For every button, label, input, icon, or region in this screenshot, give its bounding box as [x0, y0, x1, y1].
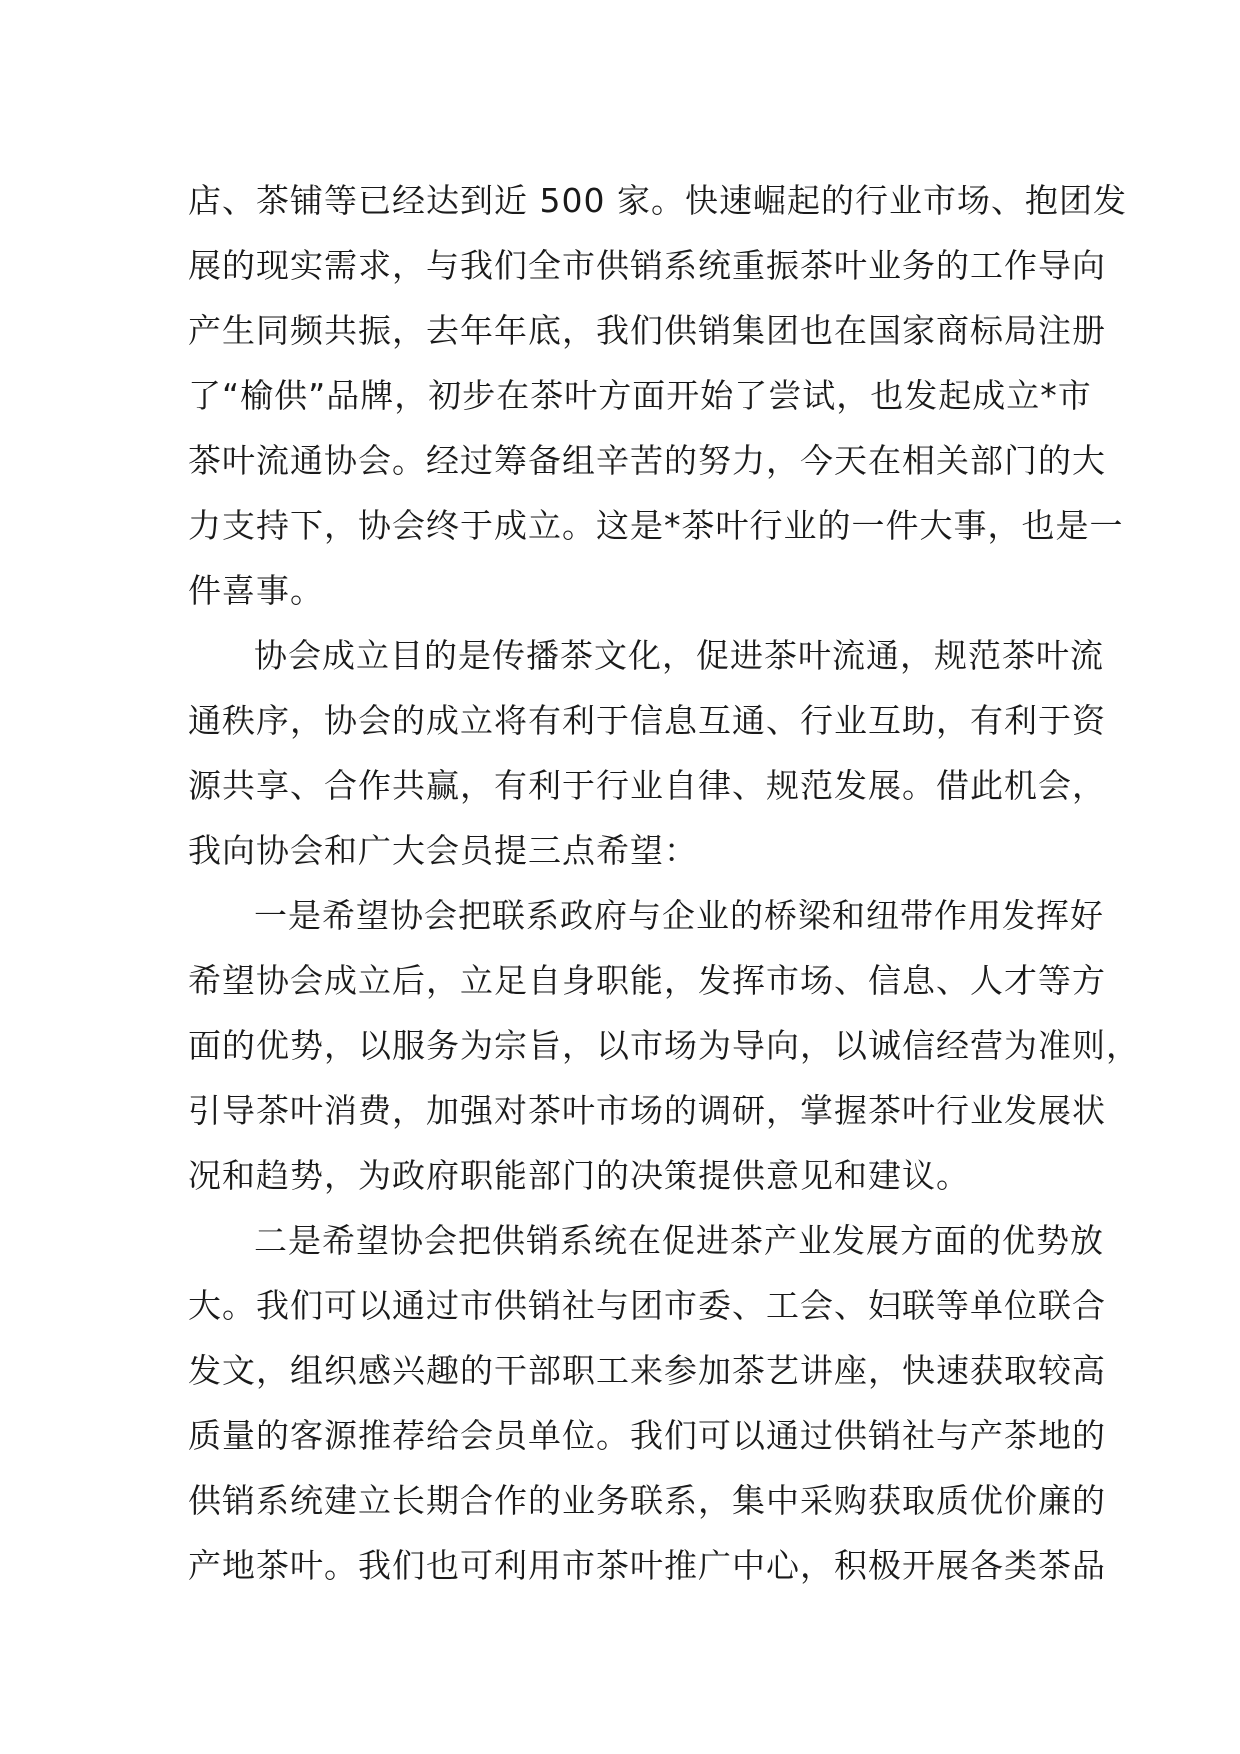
- text-line: 产地茶叶。我们也可利用市茶叶推广中心，积极开展各类茶品: [188, 1546, 1106, 1585]
- text-line: 协会成立目的是传播茶文化，促进茶叶流通，规范茶叶流: [254, 636, 1104, 675]
- paragraph-hope-one: [188, 883, 1140, 1208]
- text-line: 希望协会成立后，立足自身职能，发挥市场、信息、人才等方: [188, 961, 1106, 1000]
- text-line: 件喜事。: [188, 571, 324, 610]
- text-line: 茶叶流通协会。经过筹备组辛苦的努力，今天在相关部门的大: [188, 441, 1106, 480]
- document-body: [188, 168, 1140, 1598]
- paragraph-association-purpose: [188, 623, 1106, 883]
- paragraph-hope-two: [188, 1208, 1106, 1598]
- text-line: 发文，组织感兴趣的干部职工来参加茶艺讲座，快速获取较高: [188, 1351, 1106, 1390]
- text-line: 力支持下，协会终于成立。这是*茶叶行业的一件大事，也是一: [188, 506, 1124, 545]
- paragraph-intro-continued: [188, 168, 1127, 623]
- text-line: 面的优势，以服务为宗旨，以市场为导向，以诚信经营为准则，: [188, 1026, 1140, 1065]
- text-line: 大。我们可以通过市供销社与团市委、工会、妇联等单位联合: [188, 1286, 1106, 1325]
- text-line: 了“榆供”品牌，初步在茶叶方面开始了尝试，也发起成立*市: [188, 376, 1092, 415]
- text-line: 引导茶叶消费，加强对茶叶市场的调研，掌握茶叶行业发展状: [188, 1091, 1106, 1130]
- text-line: 我向协会和广大会员提三点希望：: [188, 831, 698, 870]
- text-line: 况和趋势，为政府职能部门的决策提供意见和建议。: [188, 1156, 970, 1195]
- text-line: 展的现实需求，与我们全市供销系统重振茶叶业务的工作导向: [188, 246, 1106, 285]
- text-line: 一是希望协会把联系政府与企业的桥梁和纽带作用发挥好: [254, 896, 1104, 935]
- text-line: 供销系统建立长期合作的业务联系，集中采购获取质优价廉的: [188, 1481, 1106, 1520]
- text-line: 二是希望协会把供销系统在促进茶产业发展方面的优势放: [254, 1221, 1104, 1260]
- text-line: 店、茶铺等已经达到近 500 家。快速崛起的行业市场、抱团发: [188, 181, 1127, 220]
- text-line: 通秩序，协会的成立将有利于信息互通、行业互助，有利于资: [188, 701, 1106, 740]
- text-line: 产生同频共振，去年年底，我们供销集团也在国家商标局注册: [188, 311, 1106, 350]
- text-line: 源共享、合作共赢，有利于行业自律、规范发展。借此机会，: [188, 766, 1106, 805]
- text-line: 质量的客源推荐给会员单位。我们可以通过供销社与产茶地的: [188, 1416, 1106, 1455]
